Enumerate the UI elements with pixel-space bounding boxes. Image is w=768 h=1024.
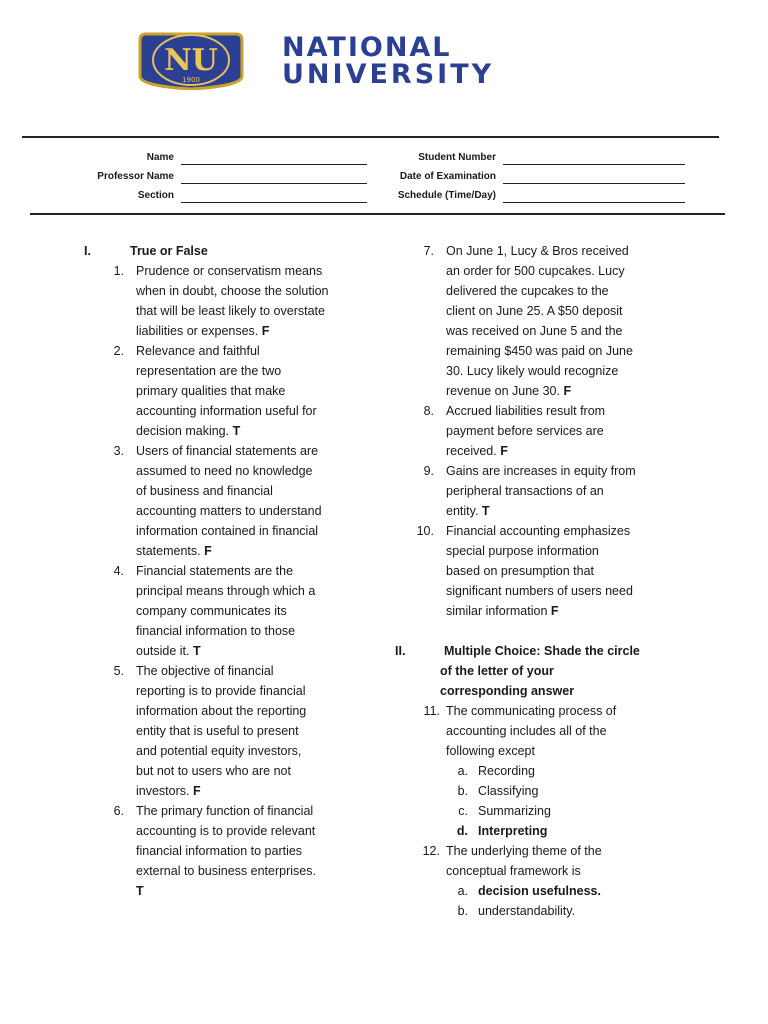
- schedule-label: Schedule (Time/Day): [397, 190, 496, 201]
- answer-badge: F: [563, 384, 572, 398]
- date-label: Date of Examination: [399, 171, 496, 182]
- answer-badge: F: [500, 444, 508, 458]
- seal-year: 1900: [182, 76, 200, 84]
- exam-body: I. True or False 1. Prudence or conservatism means when in doubt, choose the solution that will be least likely to overstate liabilities or expenses. F 2. Relevance and faithful representation are the two primary qualities that make accounting information useful for decision making. T 3. Users of financial statements are assumed to need no knowledge of business and financial accounting matters to understand information contained in financial statements. F 4. Financial statements are the principal means through which a company communicates its financial information to those outside it. T 5. The objective of financial reporting is to provide financial information about the reporting entity that is useful to present and potential equity investors, but not to users who are not investors. F 6. The primary function of financial accounting is to provide relevant financial information to parties external to business enterprises. T 7. On June 1, Lucy & Bros received an order for 500 cupcakes. Lucy delivered the cupcakes to the client on June 25. A $50 deposit was received on June 5 and the remaining $450 was paid on June 30. Lucy likely would recognize revenue on June 30. F 8. Accrued liabilities result from payment before services are received. F 9. Gains are increases in equity from peripheral transactions of an entity. T 10. Financial accounting emphasizes special purpose information based on presumption that significant numbers of users need similar information F II. Multiple Choice: Shade the circle of the letter of your corresponding answer 11. The communicating process of accounting includes all of the following except a. Recording b. Classifying c. Summarizing d. Interpreting 12. The underlying theme of the conceptual framework is a. decision usefulness. b. understandability.: [0, 0, 768, 1024]
- answer-badge: T: [481, 504, 490, 518]
- answer-badge: T: [232, 424, 241, 438]
- answer-badge: F: [550, 604, 559, 618]
- brand-line-1: NATIONAL: [282, 32, 452, 63]
- answer-badge: T: [192, 644, 201, 658]
- name-label: Name: [146, 152, 174, 163]
- part2-title-line-3: corresponding answer: [440, 684, 575, 698]
- section-label: Section: [137, 190, 174, 201]
- part1-numeral: I.: [84, 244, 91, 258]
- part2-title-line-2: of the letter of your: [440, 664, 554, 678]
- brand-line-2: UNIVERSITY: [282, 59, 495, 90]
- professor-label: Professor Name: [97, 171, 174, 182]
- seal-monogram: NU: [164, 43, 218, 78]
- student-number-label: Student Number: [418, 152, 496, 163]
- answer-badge: T: [136, 884, 144, 898]
- part2-numeral: II.: [395, 644, 406, 658]
- part1-title: True or False: [130, 244, 208, 258]
- part2-title-line-1: Multiple Choice: Shade the circle: [444, 644, 640, 658]
- answer-badge: F: [192, 784, 201, 798]
- answer-badge: F: [204, 544, 212, 558]
- answer-badge: F: [261, 324, 270, 338]
